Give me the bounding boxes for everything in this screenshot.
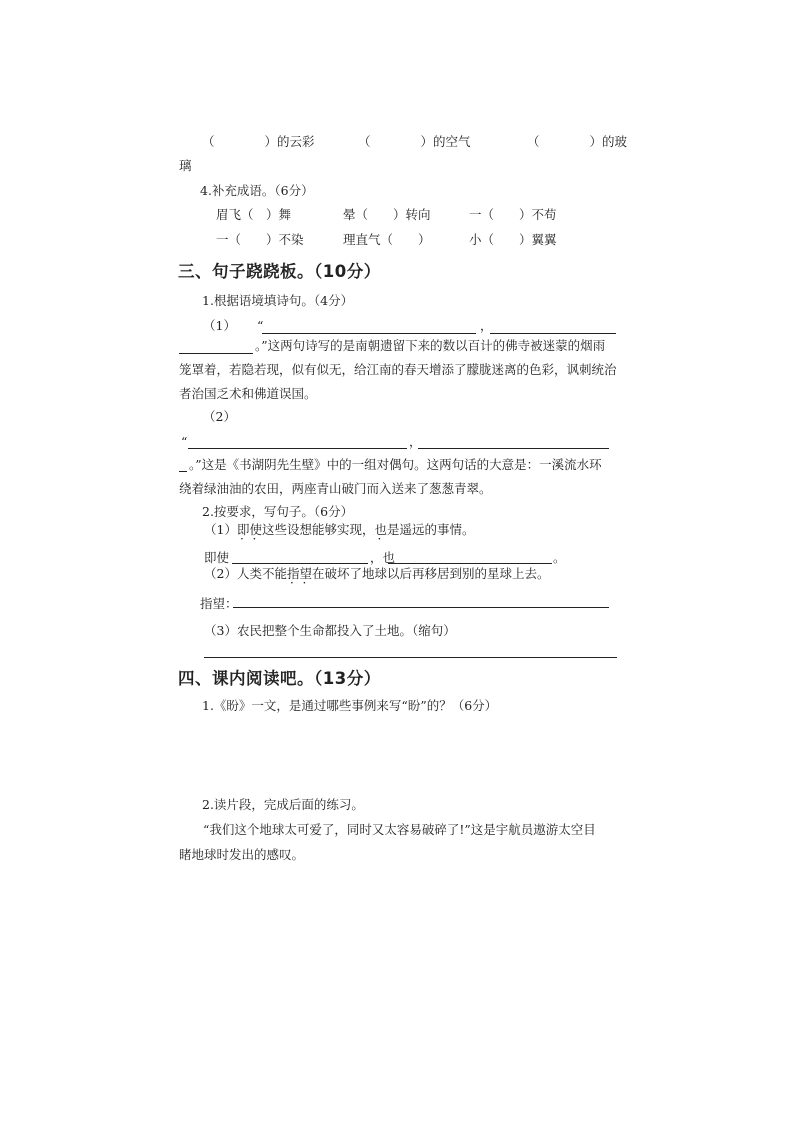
poem1-answer-line-3[interactable] [179,353,253,354]
section-3-heading: 三、句子跷跷板。（10分） [178,262,381,281]
section4-q1: 1.《盼》一文，是通过哪些事例来写“盼”的？（6分） [202,698,498,713]
section4-q2: 2.读片段，完成后面的练习。 [202,797,364,812]
sentence-2: （2）人类不能指望在破坏了地球以后再移居到别的星球上去。 [204,566,550,581]
sentence-2-answer-line[interactable] [233,607,609,608]
idiom-5: 理直气（ ） [343,232,431,247]
fill-blank-cloud: （ ）的云彩 [202,134,315,149]
idiom-1: 眉飞（ ）舞 [216,207,292,222]
poem2-answer-line-1[interactable] [188,448,407,449]
sentence-1-answer-line-1[interactable] [232,563,368,564]
poem2-open-quote: “ [181,434,188,449]
section4-q1-answer-area[interactable] [202,720,612,790]
fill-blank-glass-wrap: 璃 [179,158,192,173]
sentence-1-answer-mid: ，也 [370,550,396,565]
reading-passage-line-2: 睹地球时发出的感叹。 [179,847,305,862]
poem1-open-quote: “ [257,318,264,333]
fill-blank-air: （ ）的空气 [358,134,471,149]
question-4-title: 4.补充成语。（6分） [200,183,314,198]
sentence-1-answer-line-2[interactable] [388,563,552,564]
poem1-label: （1） [203,318,236,333]
poem2-answer-line-2[interactable] [418,448,609,449]
poem2-explain-b: 绕着绿油油的农田，两座青山破门而入送来了葱葱青翠。 [179,481,492,496]
idiom-4: 一（ ）不染 [216,232,304,247]
sentence-1-answer-end: 。 [553,550,566,565]
poem1-explain-c: 者治国乏术和佛道误国。 [179,386,317,401]
sentence-1-answer-prefix: 即使 [204,550,230,565]
poem2-label: （2） [203,409,236,424]
poem1-explain-a: 。”这两句诗写的是南朝遗留下来的数以百计的佛寺被迷蒙的烟雨 [255,338,606,353]
idiom-6: 小（ ）翼翼 [469,232,557,247]
sentence-3: （3）农民把整个生命都投入了土地。（缩句） [204,623,456,638]
reading-passage-line-1: “我们这个地球太可爱了，同时又太容易破碎了!”这是宇航员遨游太空目 [203,822,596,837]
section3-q2-title: 2.按要求，写句子。（6分） [202,504,354,519]
section-4-heading: 四、课内阅读吧。（13分） [178,669,381,688]
poem1-explain-b: 笼罩着，若隐若现，似有似无，给江南的春天增添了朦胧迷离的色彩，讽刺统治 [179,362,617,377]
section3-q1-title: 1.根据语境填诗句。（4分） [202,293,354,308]
poem2-explain-a: 。”这是《书湖阴先生壁》中的一组对偶句。这两句话的大意是：一溪流水环 [189,457,602,472]
idiom-2: 晕（ ）转向 [343,207,431,222]
poem2-answer-line-3[interactable] [179,471,187,472]
poem1-comma: ， [480,318,493,333]
sentence-2-answer-prefix: 指望： [200,596,238,611]
idiom-3: 一（ ）不苟 [469,207,557,222]
poem2-comma: ， [409,434,422,449]
sentence-3-answer-line[interactable] [204,657,617,658]
fill-blank-glass: （ ）的玻 [527,134,628,149]
sentence-1: （1）即使这些设想能够实现，也是遥远的事情。 [204,522,475,537]
poem1-answer-line-2[interactable] [490,333,616,334]
poem1-answer-line-1[interactable] [262,333,476,334]
